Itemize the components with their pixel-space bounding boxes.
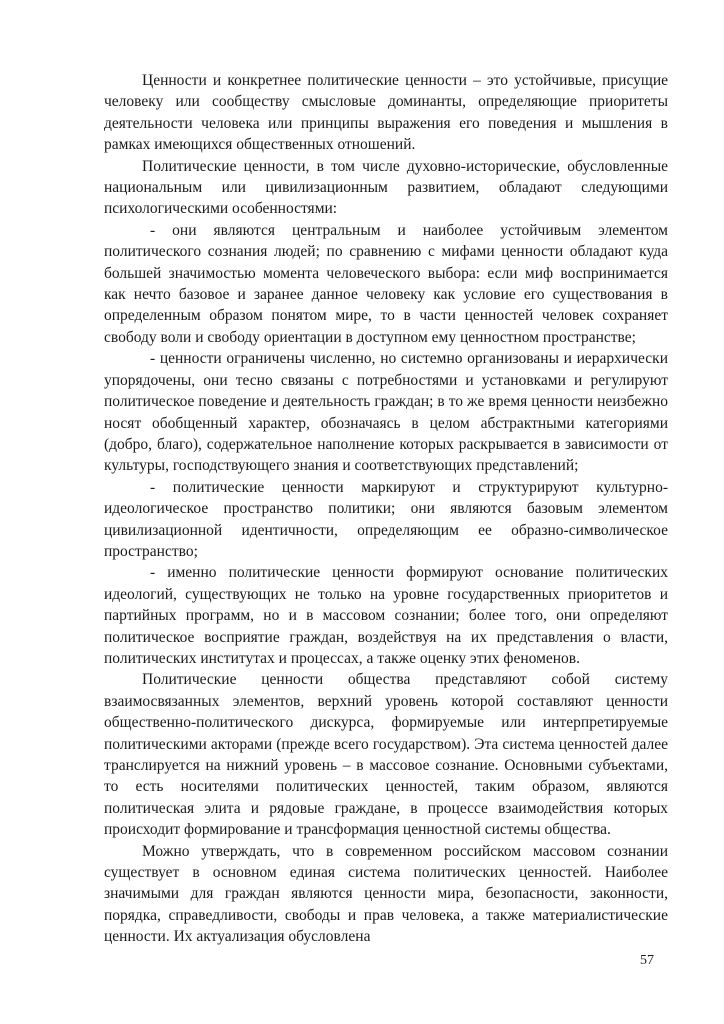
paragraph-russian-mass-consciousness: Можно утверждать, что в современном российском массовом сознании существует в основном единая система политических ценностей. Наиболее значимыми для граждан являются ценности мира, безопасности, законности, порядка, справедливости, свободы и прав человека, а также материалистические ценности. Их актуализация обусловлена xyxy=(104,842,668,946)
paragraph-psychological-features: Политические ценности, в том числе духовно-исторические, обусловленные национальным или цивилизационным развитием, обладают следующими психологическими особенностями: xyxy=(104,157,668,218)
body-text xyxy=(104,70,668,948)
paragraph-value-system: Политические ценности общества представляют собой систему взаимосвязанных элементов, верхний уровень которой составляют ценности общественно-политического дискурса, формируемые или интерпретируемые политическими акторами (прежде всего государством). Эта система ценностей далее транслируется на нижний уровень – в массовое сознание. Основными субъектами, то есть носителями политических ценностей, таким образом, являются политическая элита и рядовые граждане, в процессе взаимодействия которых происходит формирование и трансформация ценностной системы общества. xyxy=(104,671,668,839)
list-item-limited-hierarchy: - ценности ограничены численно, но системно организованы и иерархически упорядочены, они тесно связаны с потребностями и установками и регулируют политическое поведение и деятельность граждан; в то же время ценности неизбежно носят обобщенный характер, обозначаясь в целом абстрактными категориями (добро, благо), содержательное наполнение которых раскрывается в зависимости от культуры, господствующего знания и соответствующих представлений; xyxy=(104,350,668,475)
list-item-cultural-space: - политические ценности маркируют и структурируют культурно-идеологическое пространство политики; они являются базовым элементом цивилизационной идентичности, определяющим ее образно-символическое пространство; xyxy=(104,478,668,560)
page-number: 57 xyxy=(640,953,654,968)
list-item-central-element: - они являются центральным и наиболее устойчивым элементом политического сознания людей; по сравнению с мифами ценности обладают куда большей значимостью момента человеческого выбора: если миф воспринимается как нечто базовое и заранее данное человеку как условие его существования в определенным образом понятом мире, то в части ценностей человек сохраняет свободу воли и свободу ориентации в доступном ему ценностном пространстве; xyxy=(104,221,668,346)
list-item-ideology-basis: - именно политические ценности формируют основание политических идеологий, существующих не только на уровне государственных приоритетов и партийных программ, но и в массовом сознании; более того, они определяют политическое восприятие граждан, воздействуя на их представления о власти, политических институтах и процессах, а также оценку этих феноменов. xyxy=(104,564,668,667)
paragraph-values-definition: Ценности и конкретнее политические ценности – это устойчивые, присущие человеку или сообществу смысловые доминанты, определяющие приоритеты деятельности человека или принципы выражения его поведения и мышления в рамках имеющихся общественных отношений. xyxy=(104,72,668,154)
